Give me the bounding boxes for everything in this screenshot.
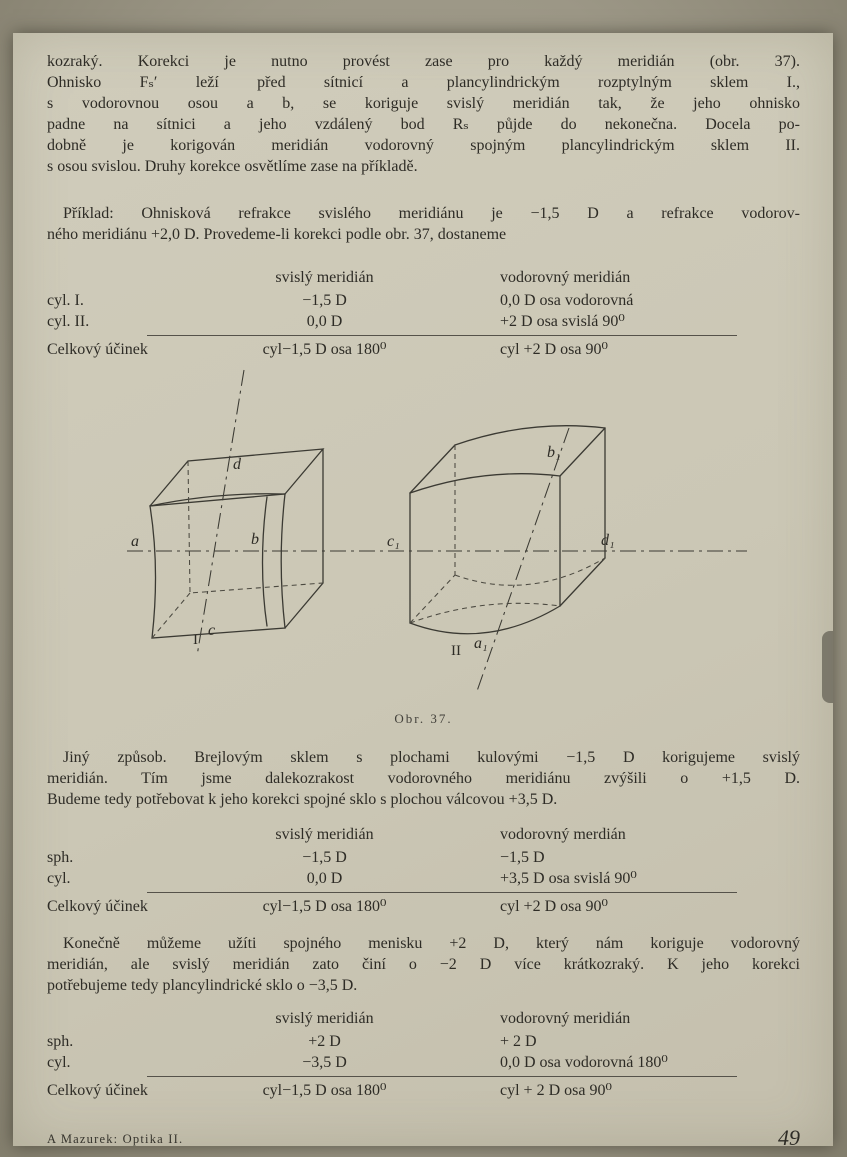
right-lens-vertical-axis — [476, 428, 569, 694]
left-lens-vertical-axis — [197, 370, 244, 656]
book-imprint: A Mazurek: Optika II. — [47, 1132, 184, 1146]
left-lens-hidden-edges — [152, 461, 323, 638]
table-header-row — [47, 267, 800, 288]
text-line: dobně je korigován meridián vodorovný spojným plancylindrickým sklem II. — [47, 137, 800, 154]
row-label: sph. — [47, 849, 74, 866]
total-value-svisly: cyl−1,5 D osa 180⁰ — [262, 341, 387, 358]
label-roman-II: II — [451, 643, 461, 659]
table-total-row — [47, 339, 800, 360]
table-header-svisly: svislý meridián — [275, 269, 374, 286]
label-roman-I: I — [193, 632, 198, 648]
label-d1: d₁ — [601, 532, 615, 549]
page-number: 49 — [778, 1125, 800, 1150]
row-value-vodorovny: 0,0 D osa vodorovná — [500, 292, 634, 309]
total-label: Celkový účinek — [47, 898, 148, 915]
table-row — [47, 311, 800, 332]
table-total-row — [47, 1080, 800, 1101]
correction-table-3 — [47, 1008, 800, 1101]
paragraph-jiny-zpusob — [47, 747, 800, 810]
table-rule — [147, 335, 737, 336]
text-line: kozraký. Korekci je nutno provést zase pro každý meridián (obr. 37). — [47, 53, 800, 70]
text-line: Jiný způsob. Brejlovým sklem s plochami kulovými −1,5 D korigujeme svislý — [63, 749, 800, 766]
table-row — [47, 847, 800, 868]
text-line: Ohnisko Fₛ′ leží před sítnicí a plancylindrickým rozptylným sklem I., — [47, 74, 800, 91]
row-value-svisly: 0,0 D — [306, 313, 343, 330]
page-footer — [47, 1127, 800, 1150]
total-value-vodorovny: cyl +2 D osa 90⁰ — [500, 341, 608, 358]
table-row — [47, 290, 800, 311]
table-total-row — [47, 896, 800, 917]
total-value-vodorovny: cyl + 2 D osa 90⁰ — [500, 1082, 612, 1099]
total-label: Celkový účinek — [47, 341, 148, 358]
correction-table-1 — [47, 267, 800, 360]
row-label: cyl. II. — [47, 313, 90, 330]
table-rule — [147, 1076, 737, 1077]
page-content — [47, 51, 800, 1150]
row-value-vodorovny: +2 D osa svislá 90⁰ — [500, 313, 625, 330]
row-label: sph. — [47, 1033, 74, 1050]
label-b: b — [251, 531, 259, 548]
table-header-vodorovny: vodorovný merdián — [500, 826, 626, 843]
correction-table-2 — [47, 824, 800, 917]
right-lens-hidden-edges — [410, 445, 605, 623]
table-header-empty — [47, 267, 197, 288]
text-line: ného meridiánu +2,0 D. Provedeme-li korekci podle obr. 37, dostaneme — [47, 226, 507, 243]
total-label: Celkový účinek — [47, 1082, 148, 1099]
label-a: a — [131, 533, 139, 550]
table-header-svisly: svislý meridián — [275, 826, 374, 843]
table-header-empty — [47, 1008, 197, 1029]
row-value-vodorovny: −1,5 D — [500, 849, 545, 866]
row-label: cyl. — [47, 870, 71, 887]
label-b1: b₁ — [547, 444, 561, 461]
row-value-vodorovny: + 2 D — [500, 1033, 537, 1050]
lens-diagram — [47, 364, 800, 708]
figure-obr-37 — [47, 364, 800, 729]
table-rule — [147, 892, 737, 893]
table-header-vodorovny: vodorovný meridián — [500, 269, 631, 286]
row-label: cyl. I. — [47, 292, 84, 309]
label-c: c — [208, 622, 216, 639]
text-line: meridián. Tím jsme dalekozrakost vodorovného meridiánu zvýšili o +1,5 D. — [47, 770, 800, 787]
table-header-vodorovny: vodorovný meridián — [500, 1010, 631, 1027]
row-value-vodorovny: +3,5 D osa svislá 90⁰ — [500, 870, 637, 887]
table-header-empty — [47, 824, 197, 845]
text-line: Konečně můžeme užíti spojného menisku +2 D, který nám koriguje vodorovný — [63, 935, 800, 952]
text-line: potřebujeme tedy plancylindrické sklo o −3,5 D. — [47, 977, 358, 994]
text-line: Příklad: Ohnisková refrakce svislého meridiánu je −1,5 D a refrakce vodorov- — [63, 205, 800, 222]
table-header-svisly: svislý meridián — [275, 1010, 374, 1027]
total-value-svisly: cyl−1,5 D osa 180⁰ — [262, 898, 387, 915]
row-value-svisly: −3,5 D — [302, 1054, 347, 1071]
figure-caption: Obr. 37. — [394, 711, 453, 726]
paragraph-konecne — [47, 933, 800, 996]
table-row — [47, 1031, 800, 1052]
text-line: s vodorovnou osou a b, se koriguje svislý meridián tak, že jeho ohnisko — [47, 95, 800, 112]
row-value-vodorovny: 0,0 D osa vodorovná 180⁰ — [500, 1054, 668, 1071]
book-page — [13, 33, 833, 1150]
paragraph-priklad — [47, 203, 800, 245]
total-value-vodorovny: cyl +2 D osa 90⁰ — [500, 898, 608, 915]
text-line: padne na sítnici a jeho vzdálený bod Rₛ půjde do nekonečna. Docela po- — [47, 116, 800, 133]
label-d: d — [233, 456, 241, 473]
total-value-svisly: cyl−1,5 D osa 180⁰ — [262, 1082, 387, 1099]
table-row — [47, 1052, 800, 1073]
row-value-svisly: 0,0 D — [306, 870, 343, 887]
row-label: cyl. — [47, 1054, 71, 1071]
label-a1: a₁ — [474, 635, 488, 652]
table-header-row — [47, 824, 800, 845]
label-c1: c₁ — [387, 533, 400, 550]
text-line: meridián, ale svislý meridián zato činí o −2 D více krátkozraký. K jeho korekci — [47, 956, 800, 973]
row-value-svisly: −1,5 D — [302, 292, 347, 309]
row-value-svisly: −1,5 D — [302, 849, 347, 866]
text-line: s osou svislou. Druhy korekce osvětlíme zase na příkladě. — [47, 158, 418, 175]
table-header-row — [47, 1008, 800, 1029]
row-value-svisly: +2 D — [308, 1033, 341, 1050]
table-row — [47, 868, 800, 889]
paragraph-intro — [47, 51, 800, 177]
scan-artifact — [822, 631, 833, 703]
text-line: Budeme tedy potřebovat k jeho korekci spojné sklo s plochou válcovou +3,5 D. — [47, 791, 558, 808]
